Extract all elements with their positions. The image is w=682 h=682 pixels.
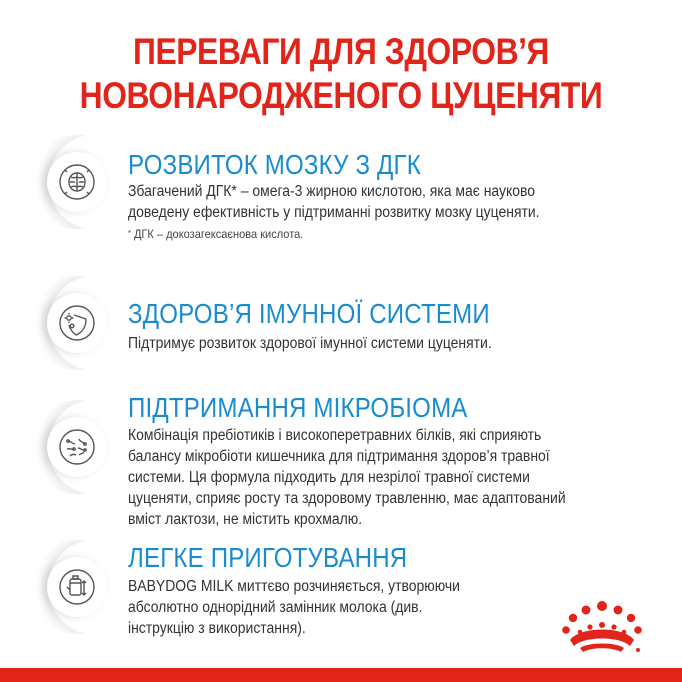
section-body: Комбінація пребіотиків і високоперетравних білків, які сприяють балансу мікробіоти кишечника для підтримання здоров’я травної системи. Ця формула підходить для незрілої травної системи цуценяти, сприяє росту та здоровому травленню, має адаптований вміст лактози, не містить крохмалю. [128, 427, 566, 528]
microbiome-icon [57, 427, 97, 467]
section-heading: ЛЕГКЕ ПРИГОТУВАННЯ [128, 542, 408, 573]
title-line-2: НОВОНАРОДЖЕНОГО ЦУЦЕНЯТИ [79, 75, 603, 116]
section-heading: ЗДОРОВ’Я ІМУННОЇ СИСТЕМИ [128, 298, 490, 329]
section-body: BABYDOG MILK миттєво розчиняється, утворюючи абсолютно однорідний замінник молока (див. інструкцію з використання). [128, 578, 460, 637]
page-title [48, 30, 635, 118]
title-line-1: ПЕРЕВАГИ ДЛЯ ЗДОРОВ’Я [133, 31, 549, 72]
footnote: * ДГК – докозагексаєнова кислота. [128, 227, 304, 241]
immune-shield-icon [57, 303, 97, 343]
section-heading: ПІДТРИМАННЯ МІКРОБІОМА [128, 392, 468, 423]
section-body: Збагачений ДГК* – омега-3 жирною кислотою, яка має науково доведену ефективність у підтриманні розвитку мозку цуценяти. [128, 183, 540, 221]
section-heading: РОЗВИТОК МОЗКУ З ДГК [128, 149, 421, 180]
preparation-icon [57, 567, 97, 607]
brain-icon [57, 162, 97, 202]
bottom-accent-bar [0, 668, 682, 682]
section-body: Підтримує розвиток здорової імунної системи цуценяти. [128, 335, 492, 352]
royal-canin-crown-logo [560, 600, 644, 658]
